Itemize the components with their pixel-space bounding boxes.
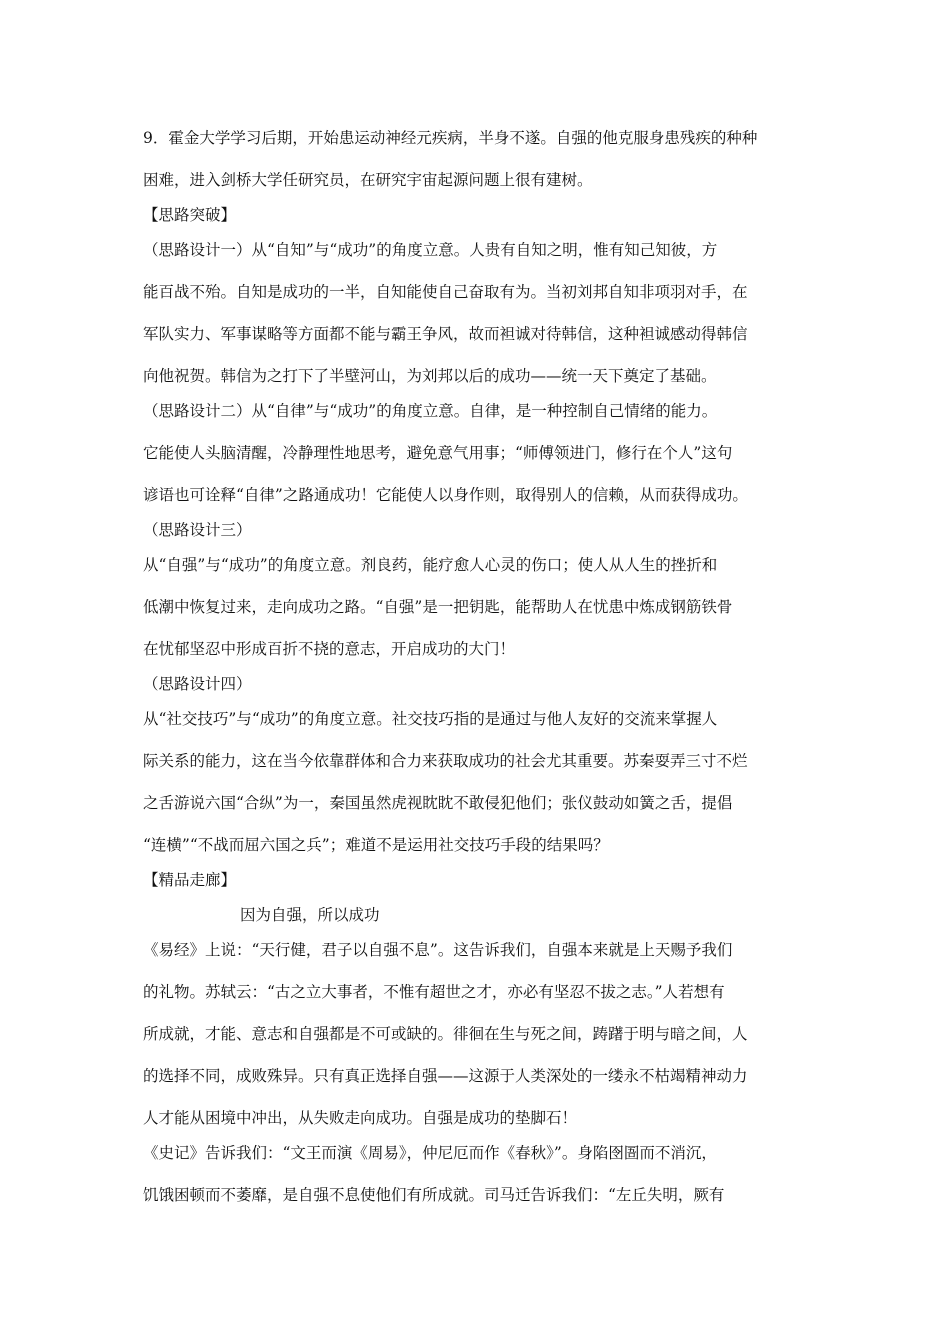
text-line: 《易经》上说：“天行健，君子以自强不息”。这告诉我们，自强本来就是上天赐予我们 — [143, 941, 733, 959]
text-line: 际关系的能力，这在当今依靠群体和合力来获取成功的社会尤其重要。苏秦耍弄三寸不烂 — [143, 752, 748, 770]
section-heading: 【精品走廊】 — [143, 871, 237, 889]
text-line: “连横”“不战而屈六国之兵”；难道不是运用社交技巧手段的结果吗？ — [143, 836, 609, 854]
text-line: 之舌游说六国“合纵”为一，秦国虽然虎视眈眈不敢侵犯他们；张仪鼓动如簧之舌，提倡 — [143, 794, 733, 812]
text-line: 从“自强”与“成功”的角度立意。剂良药，能疗愈人心灵的伤口；使人从人生的挫折和 — [143, 556, 718, 574]
text-line: 的选择不同，成败殊异。只有真正选择自强——这源于人类深处的一缕永不枯竭精神动力 — [143, 1067, 748, 1085]
text-line: 它能使人头脑清醒，冷静理性地思考，避免意气用事；“师傅领进门，修行在个人”这句 — [143, 444, 733, 462]
text-line: 所成就，才能、意志和自强都是不可或缺的。徘徊在生与死之间，踌躇于明与暗之间，人 — [143, 1025, 748, 1043]
text-line: 人才能从困境中冲出，从失败走向成功。自强是成功的垫脚石！ — [143, 1109, 578, 1127]
text-line: （思路设计一）从“自知”与“成功”的角度立意。人贵有自知之明，惟有知己知彼，方 — [143, 241, 718, 259]
text-line: 饥饿困顿而不萎靡，是自强不息使他们有所成就。司马迁告诉我们：“左丘失明，厥有 — [143, 1186, 725, 1204]
text-line: （思路设计三） — [143, 521, 252, 539]
text-line: （思路设计四） — [143, 675, 252, 693]
essay-title: 因为自强，所以成功 — [240, 906, 380, 924]
text-line: （思路设计二）从“自律”与“成功”的角度立意。自律，是一种控制自己情绪的能力。 — [143, 402, 718, 420]
text-line: 困难，进入剑桥大学任研究员，在研究宇宙起源问题上很有建树。 — [143, 171, 593, 189]
text-line: 低潮中恢复过来，走向成功之路。“自强”是一把钥匙，能帮助人在忧患中炼成钢筋铁骨 — [143, 598, 733, 616]
text-line: 9．霍金大学学习后期，开始患运动神经元疾病，半身不遂。自强的他克服身患残疾的种种 — [143, 129, 758, 147]
section-heading: 【思路突破】 — [143, 206, 237, 224]
text-line: 的礼物。苏轼云：“古之立大事者，不惟有超世之才，亦必有坚忍不拔之志。”人若想有 — [143, 983, 725, 1001]
text-line: 《史记》告诉我们：“文王而演《周易》，仲尼厄而作《春秋》”。身陷囹圄而不消沉， — [143, 1144, 717, 1162]
text-line: 在忧郁坚忍中形成百折不挠的意志，开启成功的大门！ — [143, 640, 516, 658]
text-line: 军队实力、军事谋略等方面都不能与霸王争风，故而袒诚对待韩信，这种袒诚感动得韩信 — [143, 325, 748, 343]
text-line: 谚语也可诠释“自律”之路通成功！它能使人以身作则，取得别人的信赖，从而获得成功。 — [143, 486, 748, 504]
text-line: 向他祝贺。韩信为之打下了半壁河山，为刘邦以后的成功——统一天下奠定了基础。 — [143, 367, 717, 385]
text-line: 从“社交技巧”与“成功”的角度立意。社交技巧指的是通过与他人友好的交流来掌握人 — [143, 710, 718, 728]
text-line: 能百战不殆。自知是成功的一半，自知能使自己奋取有为。当初刘邦自知非项羽对手，在 — [143, 283, 748, 301]
